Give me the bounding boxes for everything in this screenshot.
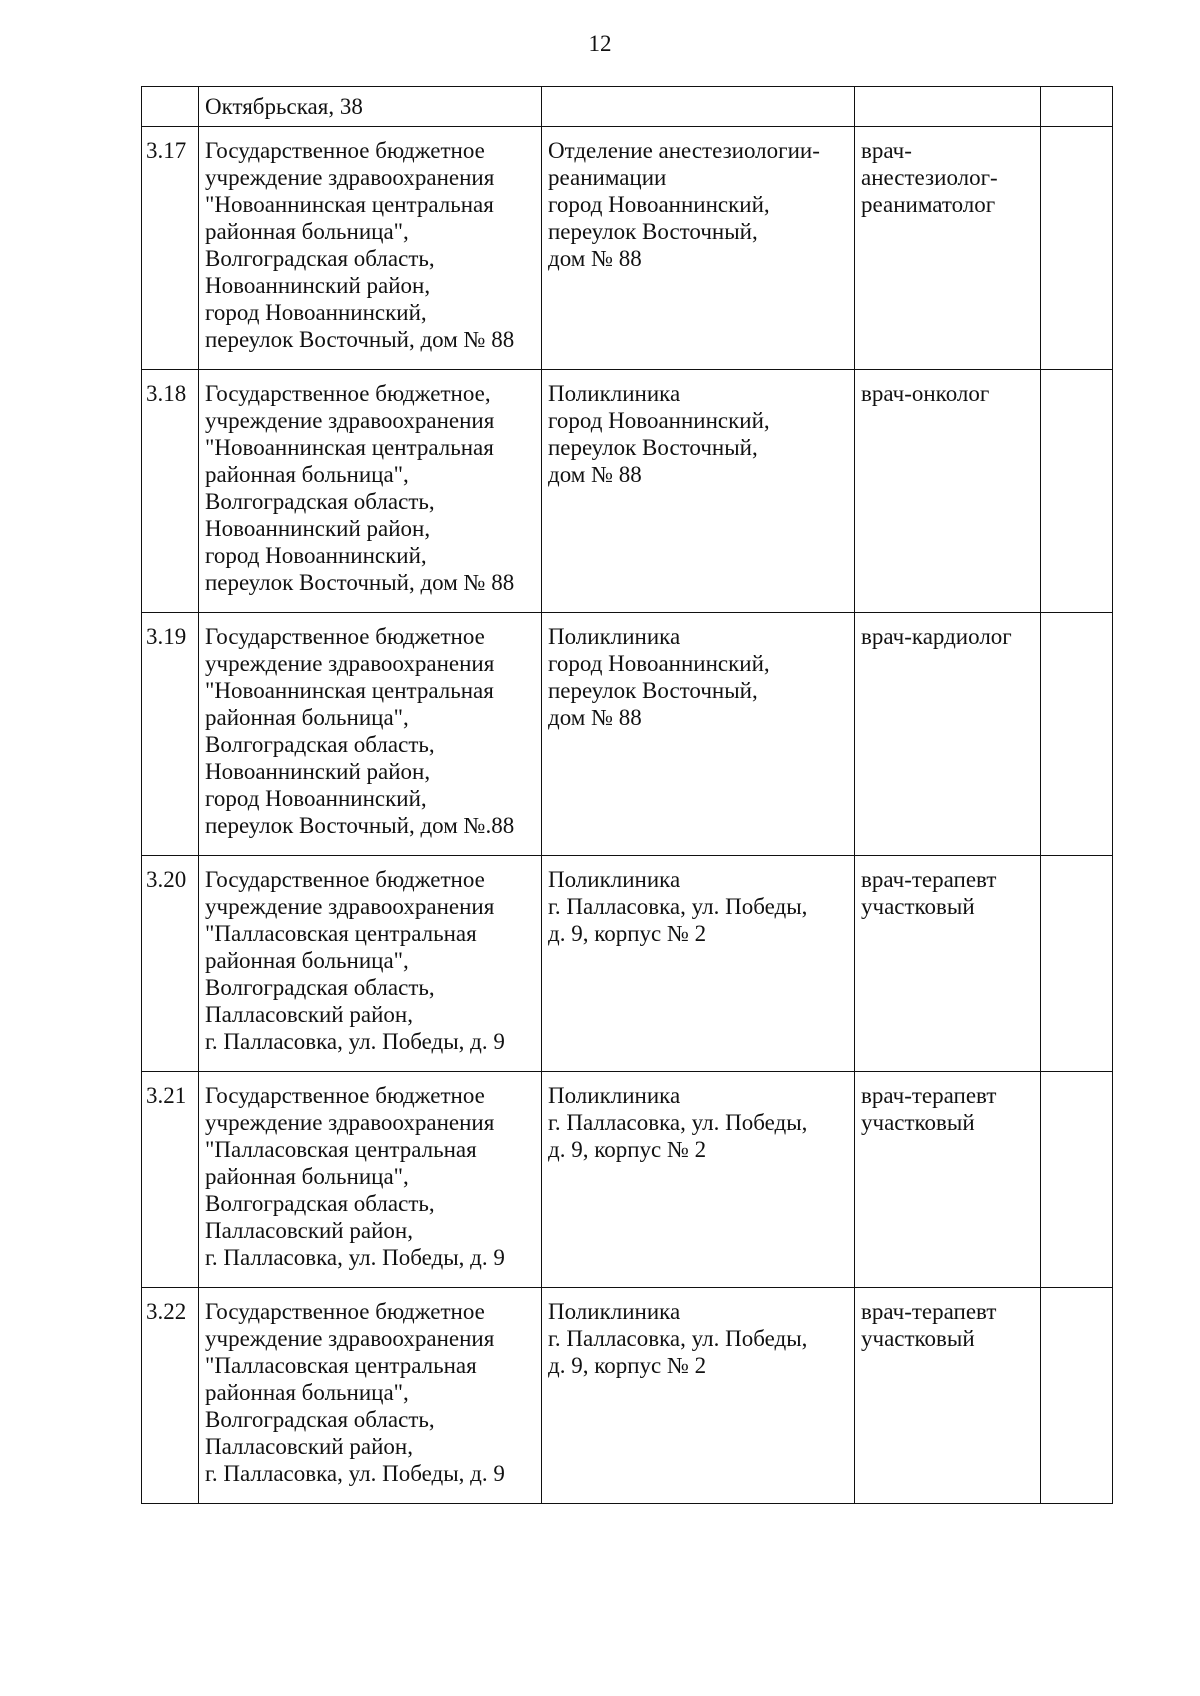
row-number xyxy=(142,87,199,127)
table-row xyxy=(142,1288,1113,1504)
table-row xyxy=(142,613,1113,856)
extra-cell xyxy=(1041,87,1113,127)
institution-cell: Государственное бюджетное учреждение здравоохранения "Новоаннинская центральная районная больница", Волгоградская область, Новоаннинский район, город Новоаннинский, переулок Восточный, дом №.88 xyxy=(199,613,542,856)
row-number: 3.22 xyxy=(142,1288,199,1504)
extra-cell xyxy=(1041,1072,1113,1288)
department-cell xyxy=(542,87,855,127)
row-number: 3.18 xyxy=(142,370,199,613)
department-cell: Отделение анестезиологии- реанимации город Новоаннинский, переулок Восточный, дом № 88 xyxy=(542,127,855,370)
specialty-cell: врач-терапевт участковый xyxy=(855,1288,1041,1504)
specialty-cell: врач-онколог xyxy=(855,370,1041,613)
institution-cell: Государственное бюджетное учреждение здравоохранения "Палласовская центральная районная больница", Волгоградская область, Палласовский район, г. Палласовка, ул. Победы, д. 9 xyxy=(199,856,542,1072)
specialty-cell: врач-терапевт участковый xyxy=(855,1072,1041,1288)
extra-cell xyxy=(1041,1288,1113,1504)
extra-cell xyxy=(1041,370,1113,613)
row-number: 3.19 xyxy=(142,613,199,856)
extra-cell xyxy=(1041,613,1113,856)
row-number: 3.20 xyxy=(142,856,199,1072)
department-cell: Поликлиника г. Палласовка, ул. Победы, д. 9, корпус № 2 xyxy=(542,1288,855,1504)
institutions-table xyxy=(141,86,1113,1504)
extra-cell xyxy=(1041,856,1113,1072)
department-cell: Поликлиника город Новоаннинский, переулок Восточный, дом № 88 xyxy=(542,613,855,856)
institution-cell: Государственное бюджетное учреждение здравоохранения "Новоаннинская центральная районная больница", Волгоградская область, Новоаннинский район, город Новоаннинский, переулок Восточный, дом № 88 xyxy=(199,127,542,370)
page-number: 12 xyxy=(588,31,612,56)
table-row xyxy=(142,87,1113,127)
extra-cell xyxy=(1041,127,1113,370)
institution-cell: Октябрьская, 38 xyxy=(199,87,542,127)
specialty-cell: врач- анестезиолог- реаниматолог xyxy=(855,127,1041,370)
row-number: 3.17 xyxy=(142,127,199,370)
table-row xyxy=(142,1072,1113,1288)
specialty-cell: врач-терапевт участковый xyxy=(855,856,1041,1072)
table-row xyxy=(142,856,1113,1072)
specialty-cell: врач-кардиолог xyxy=(855,613,1041,856)
department-cell: Поликлиника г. Палласовка, ул. Победы, д. 9, корпус № 2 xyxy=(542,856,855,1072)
department-cell: Поликлиника г. Палласовка, ул. Победы, д. 9, корпус № 2 xyxy=(542,1072,855,1288)
table-row xyxy=(142,127,1113,370)
table-row xyxy=(142,370,1113,613)
institution-cell: Государственное бюджетное, учреждение здравоохранения "Новоаннинская центральная районная больница", Волгоградская область, Новоаннинский район, город Новоаннинский, переулок Восточный, дом № 88 xyxy=(199,370,542,613)
institution-cell: Государственное бюджетное учреждение здравоохранения "Палласовская центральная районная больница", Волгоградская область, Палласовский район, г. Палласовка, ул. Победы, д. 9 xyxy=(199,1072,542,1288)
row-number: 3.21 xyxy=(142,1072,199,1288)
institution-cell: Государственное бюджетное учреждение здравоохранения "Палласовская центральная районная больница", Волгоградская область, Палласовский район, г. Палласовка, ул. Победы, д. 9 xyxy=(199,1288,542,1504)
department-cell: Поликлиника город Новоаннинский, переулок Восточный, дом № 88 xyxy=(542,370,855,613)
specialty-cell xyxy=(855,87,1041,127)
